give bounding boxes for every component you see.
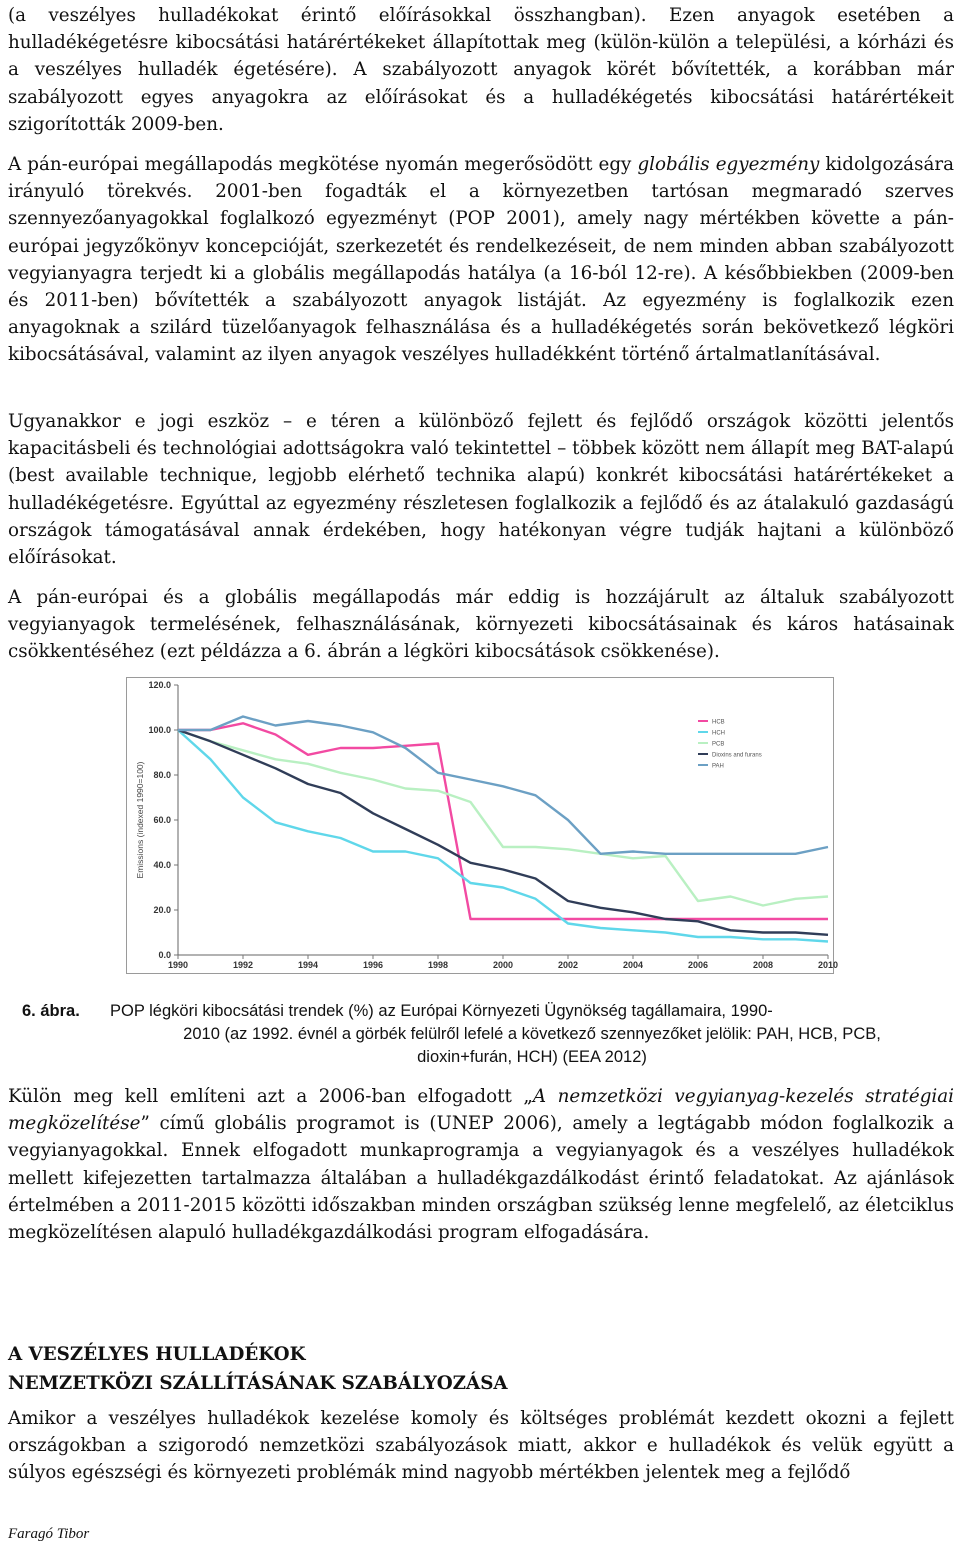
footer-author: Faragó Tibor [8, 1526, 90, 1542]
paragraph-4: A pán-európai és a globális megállapodás már eddig is hozzájárult az általuk szabályozott vegyianyagok termelésének, felhasználásának, környezeti kibocsátásainak és káros hatásainak csökkentéséhez (ezt példázza a 6. ábrán a légköri kibocsátások csökkenése). [8, 587, 954, 663]
legend-label: HCH [712, 730, 725, 737]
paragraph-5-italic: A nemzetközi vegyianyag-kezelés stratégiai megközelítése [8, 1086, 954, 1135]
x-tick-label: 2004 [622, 960, 644, 970]
section-heading-line-2: NEMZETKÖZI SZÁLLÍTÁSÁNAK SZABÁLYOZÁSA [8, 1373, 508, 1394]
section-heading-line-1: A VESZÉLYES HULLADÉKOK [8, 1344, 306, 1365]
paragraph-1: (a veszélyes hulladékokat érintő előírásokkal összhangban). Ezen anyagok esetében a hulladékégetésre kibocsátási határértékeket állapítottak meg (külön-külön a települési, a kórházi és a veszélyes hulladék égetésére). A szabályozott anyagok körét bővítették, a korábban már szabályozott egyes anyagokra az előírásokat és a hulladékégetés kibocsátási határértékeit szigorították 2009-ben. [8, 5, 954, 135]
y-axis-label: Emissions (indexed 1990=100) [135, 761, 145, 879]
caption-line-1: POP légköri kibocsátási trendek (%) az Európai Környezeti Ügynökség tagállamaira, 1990- [110, 1002, 773, 1020]
x-tick-label: 2000 [492, 960, 514, 970]
paragraph-5-part-a: Külön meg kell említeni azt a 2006-ban elfogadott „ [8, 1086, 533, 1107]
paragraph-2-italic: globális egyezmény [637, 154, 820, 175]
y-tick-label: 60.0 [153, 815, 171, 825]
x-tick-label: 1990 [167, 960, 189, 970]
paragraph-6: Amikor a veszélyes hulladékok kezelése komoly és költséges problémát kezdett okozni a fejlett országokban a szigorodó nemzetközi szabályozások miatt, akkor e hulladékok és velük együtt a súlyos egészségi és környezeti problémák mind nagyobb mértékben jelentek meg a fejlődő [8, 1408, 954, 1484]
x-tick-label: 2006 [687, 960, 709, 970]
x-tick-label: 2008 [752, 960, 774, 970]
x-tick-label: 1992 [232, 960, 254, 970]
legend-label: PCB [712, 741, 725, 748]
x-tick-label: 1996 [362, 960, 384, 970]
paragraph-5 [8, 1083, 954, 1246]
paragraph-5-part-c: ” című globális programot is (UNEP 2006), amely a legtágabb módon foglalkozik a vegyianyagokkal. Ennek elfogadott munkaprogramja a vegyianyagok és a veszélyes hulladékok mellett kifejezetten tartalmazza általában a hulladékgazdálkodást érintő feladatokat. Az ajánlások értelmében a 2011-2015 közötti időszakban minden országban szükség lenne megfelelő, az életciklus megközelítésen alapuló hulladékgazdálkodási program elfogadására. [8, 1113, 954, 1244]
y-tick-label: 80.0 [153, 770, 171, 780]
caption-line-2: 2010 (az 1992. évnél a görbék felülről lefelé a következő szennyezőket jelölik: PAH, HCB, PCB, [183, 1025, 881, 1043]
y-tick-label: 100.0 [148, 725, 171, 735]
legend-label: Dioxins and furans [712, 752, 762, 759]
section-heading [8, 1340, 508, 1398]
x-tick-label: 1994 [297, 960, 319, 970]
x-tick-label: 2010 [817, 960, 839, 970]
x-tick-label: 2002 [557, 960, 579, 970]
y-tick-label: 40.0 [153, 860, 171, 870]
paragraph-2 [8, 151, 954, 369]
caption-line-3: dioxin+furán, HCH) (EEA 2012) [417, 1048, 647, 1066]
legend-label: HCB [712, 719, 725, 726]
y-tick-label: 0.0 [158, 950, 171, 960]
figure-caption [22, 1000, 954, 1069]
paragraph-2-part-c: kidolgozására irányuló törekvés. 2001-ben fogadták el a környezetben tartósan megmaradó szerves szennyezőanyagokkal foglalkozó egyezményt (POP 2001), amely nagy mértékben követte a pán-európai jegyzőkönyv koncepcióját, szerkezetét és rendelkezéseit, de nem minden abban szabályozott vegyianyagra terjedt ki a globális megállapodás hatálya (a 16-ból 12-re). A későbbiekben (2009-ben és 2011-ben) bővítették a szabályozott anyagok listáját. Az egyezmény is foglalkozik ezen anyagoknak a szilárd tüzelőanyagok felhasználása és a hulladékégetés során bekövetkező légköri kibocsátásával, valamint az ilyen anyagok veszélyes hulladékként történő ártalmatlanításával. [8, 154, 954, 366]
caption-label: 6. ábra. [22, 1002, 80, 1020]
emissions-chart-svg [126, 677, 839, 974]
paragraph-2-part-a: A pán-európai megállapodás megkötése nyomán megerősödött egy [8, 154, 638, 175]
paragraph-3: Ugyanakkor e jogi eszköz – e téren a különböző fejlett és fejlődő országok közötti jelentős kapacitásbeli és technológiai adottságokra való tekintettel – többek között nem állapít meg BAT-alapú (best available technique, legjobb elérhető technika alapú) konkrét kibocsátási határértékeket a hulladékégetésre. Egyúttal az egyezmény részletesen foglalkozik a fejlődő és az átalakuló gazdaságú országok támogatásával annak érdekében, hogy hatékonyan végre tudják hajtani a különböző előírásokat. [8, 411, 954, 569]
x-tick-label: 1998 [427, 960, 449, 970]
y-tick-label: 20.0 [153, 905, 171, 915]
legend-label: PAH [712, 763, 724, 770]
emissions-chart [126, 677, 839, 974]
y-tick-label: 120.0 [148, 680, 171, 690]
